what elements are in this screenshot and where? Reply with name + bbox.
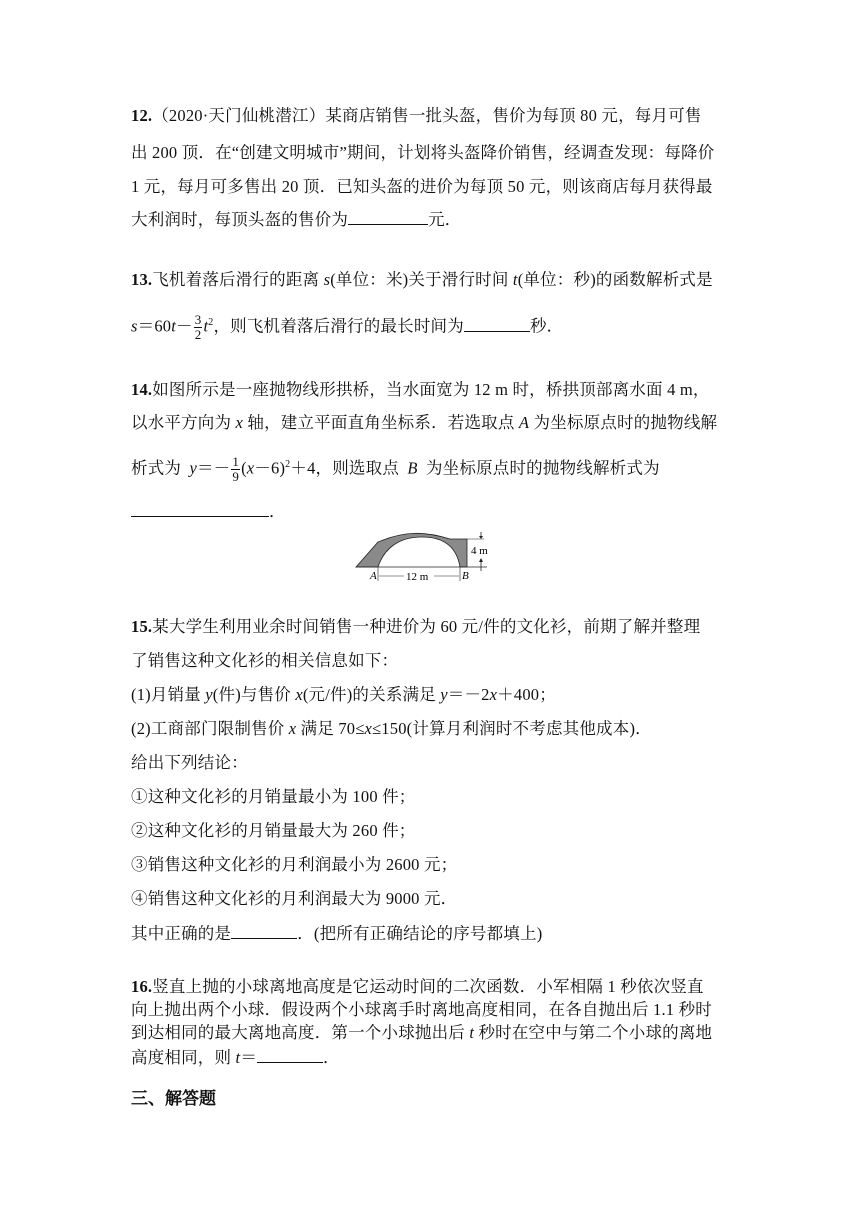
- q15-c2-var-x2: x: [364, 719, 373, 738]
- q13-line-1: [131, 270, 713, 290]
- q12-text-4: 大利润时，每顶头盔的售价为: [131, 210, 349, 229]
- q15-condition-2: [131, 719, 652, 739]
- q14-text-2b: 轴，建立平面直角坐标系．若选取点: [243, 413, 519, 432]
- q15-c1-var-x: x: [295, 685, 303, 704]
- q14-text-4end: ．: [269, 502, 286, 521]
- q16-number: 16.: [131, 977, 153, 996]
- q14-point-b: B: [407, 458, 418, 478]
- q14-text-3eq: ＝－: [196, 458, 231, 478]
- q15-answer-blank[interactable]: [231, 922, 297, 939]
- q15-text-2: 了销售这种文化衫的相关信息如下：: [131, 651, 399, 670]
- q16-text-4b: ＝: [240, 1048, 258, 1067]
- q15-c2b: 满足 70≤: [296, 719, 365, 738]
- q13-formula-minus: －: [176, 316, 193, 336]
- q15-option-4: [131, 889, 457, 909]
- q12-text-4b: 元．: [428, 210, 462, 229]
- q15-line-10: [131, 922, 542, 944]
- q16-line-3: [131, 1023, 712, 1043]
- q16-text-2: 向上抛出两个小球．假设两个小球离手时离地高度相同，在各自抛出后 1.1 秒时: [131, 1000, 712, 1019]
- q12-line-4: [131, 208, 462, 230]
- q15-c1b: (件)与售价: [212, 685, 296, 704]
- q15-text-1: 某大学生利用业余时间销售一种进价为 60 元/件的文化衫，前期了解并整理: [152, 617, 701, 636]
- q14-text-3a: 析式为: [131, 458, 190, 478]
- q13-formula-eq: ＝60: [137, 316, 172, 336]
- q13-fraction: [194, 313, 203, 342]
- section-heading: 三、解答题: [131, 1089, 216, 1109]
- q14-text-2c: 为坐标原点时的抛物线解: [529, 413, 718, 432]
- q15-c1-var-y: y: [205, 685, 213, 704]
- q15-line-2: [131, 651, 398, 671]
- q16-text-3a: 到达相同的最大离地高度．第一个小球抛出后: [131, 1023, 470, 1042]
- q15-option-1: [131, 787, 416, 807]
- q13-var-s: s: [323, 270, 331, 289]
- q15-c2c: ≤150(计算月利润时不考虑其他成本)．: [372, 719, 652, 738]
- q15-line-5: [131, 753, 248, 773]
- q15-c2a: (2)工商部门限制售价: [131, 719, 289, 738]
- height-arrowhead-bottom: [479, 558, 483, 562]
- q16-text-3b: 秒时在空中与第二个小球的离地: [474, 1023, 713, 1042]
- label-4m: 4 m: [471, 545, 488, 557]
- q16-line-4: [131, 1046, 340, 1068]
- q13-frac-num: 3: [194, 312, 202, 328]
- q14-frac-den: 9: [232, 469, 240, 485]
- q13-text-1a: 飞机着落后滑行的距离: [152, 270, 324, 289]
- q15-option-2-text: ②这种文化衫的月销量最大为 260 件；: [131, 821, 416, 840]
- q13-text-2b: ，则飞机着落后滑行的最长时间为: [213, 316, 464, 336]
- q16-text-1: 竖直上抛的小球离地高度是它运动时间的二次函数．小军相隔 1 秒依次竖直: [152, 977, 704, 996]
- q14-text-3end: 为坐标原点时的抛物线解析式为: [417, 458, 660, 478]
- q14-var-x2: x: [246, 458, 255, 478]
- q15-c1-var-y2: y: [440, 685, 448, 704]
- q15-line-1: [131, 617, 700, 637]
- arch-bridge-figure: [354, 527, 490, 583]
- q15-option-3-text: ③销售这种文化衫的月利润最小为 2600 元；: [131, 855, 458, 874]
- q13-formula-exp: 2: [208, 317, 214, 328]
- q15-c1e: ＋400；: [497, 685, 556, 704]
- q14-line-4: [131, 500, 286, 522]
- q15-option-1-text: ①这种文化衫的月销量最小为 100 件；: [131, 787, 416, 806]
- q14-fraction: [231, 455, 240, 484]
- q13-line-2: [131, 308, 563, 342]
- q14-answer-blank[interactable]: [131, 500, 269, 517]
- q12-number: 12.: [131, 106, 153, 125]
- q14-frac-num: 1: [232, 454, 240, 470]
- q13-answer-blank[interactable]: [464, 315, 530, 332]
- q14-line-1: [131, 380, 710, 400]
- q14-paren: (: [241, 458, 247, 478]
- q13-var-t: t: [512, 270, 518, 289]
- q13-formula-t2: t: [203, 316, 209, 336]
- bridge-deck-shape: [356, 533, 467, 567]
- q16-line-1: [131, 977, 704, 997]
- q12-answer-blank[interactable]: [348, 208, 428, 225]
- q14-point-a: A: [518, 413, 530, 432]
- label-b: B: [462, 570, 469, 582]
- q16-var-t: t: [469, 1023, 475, 1042]
- q14-line-2: [131, 413, 717, 433]
- q14-line-3: [131, 450, 660, 484]
- q15-text-5: 给出下列结论：: [131, 753, 248, 772]
- q12-text-3: 1 元，每月可多售出 20 顶．已知头盔的进价为每顶 50 元，则该商店每月获得最: [131, 177, 713, 196]
- q16-answer-blank[interactable]: [257, 1046, 323, 1063]
- q15-condition-1: [131, 685, 556, 705]
- q15-c2-var-x: x: [288, 719, 297, 738]
- q13-text-1c: (单位：秒)的函数解析式是: [517, 270, 713, 289]
- q12-line-1: [131, 106, 702, 126]
- q15-text-10a: 其中正确的是: [131, 924, 232, 943]
- q15-option-4-text: ④销售这种文化衫的月利润最大为 9000 元．: [131, 889, 458, 908]
- q13-formula-s: s: [131, 316, 138, 336]
- q15-c1c: (元/件)的关系满足: [302, 685, 441, 704]
- label-12m: 12 m: [406, 571, 429, 583]
- q14-text-3rest: －6): [254, 458, 286, 478]
- q16-text-4c: ．: [323, 1048, 340, 1067]
- q13-number: 13.: [131, 270, 153, 289]
- q13-frac-den: 2: [194, 327, 202, 343]
- q15-option-2: [131, 821, 416, 841]
- q12-line-2: [131, 143, 714, 163]
- height-arrowhead-top: [479, 536, 483, 539]
- q14-var-x: x: [235, 413, 244, 432]
- q14-text-3plus: ＋4，则选取点: [290, 458, 408, 478]
- q15-option-3: [131, 855, 457, 875]
- q13-text-2c: 秒．: [529, 316, 564, 336]
- q13-formula-t: t: [171, 316, 177, 336]
- q15-text-10b: ．(把所有正确结论的序号都填上): [297, 924, 543, 943]
- q16-text-4a: 高度相同，则: [131, 1048, 236, 1067]
- q14-number: 14.: [131, 380, 153, 399]
- q13-text-1b: (单位：米)关于滑行时间: [330, 270, 513, 289]
- q16-line-2: [131, 1000, 712, 1020]
- q15-number: 15.: [131, 617, 153, 636]
- q12-text-2: 出 200 顶．在“创建文明城市”期间，计划将头盔降价销售，经调查发现：每降价: [131, 143, 715, 162]
- q14-text-1: 如图所示是一座抛物线形拱桥，当水面宽为 12 m 时，桥拱顶部离水面 4 m，: [152, 380, 710, 399]
- q14-var-y: y: [189, 458, 197, 478]
- q15-c1-var-x2: x: [489, 685, 498, 704]
- q15-c1d: ＝－2: [447, 685, 490, 704]
- q12-text-1: （2020·天门仙桃潜江）某商店销售一批头盔，售价为每顶 80 元，每月可售: [152, 106, 702, 125]
- q15-c1a: (1)月销量: [131, 685, 206, 704]
- q12-line-3: [131, 177, 713, 197]
- q16-var-t2: t: [235, 1048, 241, 1067]
- q14-exp: 2: [285, 459, 291, 470]
- label-a: A: [370, 570, 377, 582]
- q14-text-2a: 以水平方向为: [131, 413, 236, 432]
